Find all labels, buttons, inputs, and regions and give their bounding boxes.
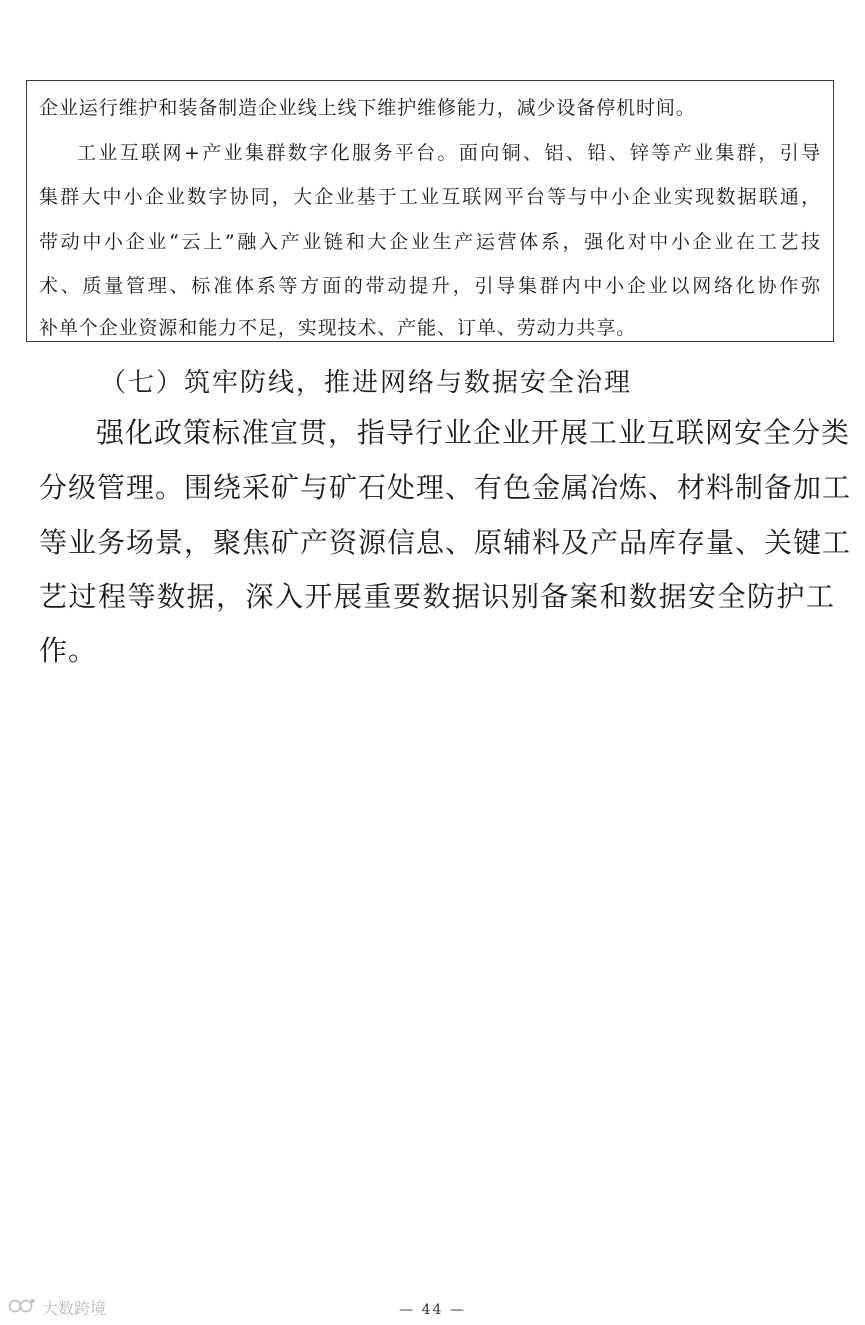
page-number: — 44 — <box>399 1302 466 1318</box>
section-heading: （七）筑牢防线，推进网络与数据安全治理 <box>100 368 633 398</box>
paragraph-line-2: 分级管理。围绕采矿与矿石处理、有色金属冶炼、材料制备加工 <box>39 471 852 504</box>
paragraph-line-3: 等业务场景，聚焦矿产资源信息、原辅料及产品库存量、关键工 <box>39 526 852 559</box>
box-line-1: 企业运行维护和装备制造企业线上线下维护维修能力，减少设备停机时间。 <box>39 97 696 119</box>
box-line-6: 补单个企业资源和能力不足，实现技术、产能、订单、劳动力共享。 <box>39 317 637 339</box>
bordered-text-box <box>26 80 834 342</box>
box-line-3: 集群大中小企业数字协同，大企业基于工业互联网平台等与中小企业实现数据联通， <box>39 186 821 208</box>
watermark-text: 大数跨境 <box>42 1299 107 1318</box>
paragraph-line-5: 作。 <box>39 634 98 667</box>
paragraph-line-1: 强化政策标准宣贯，指导行业企业开展工业互联网安全分类 <box>96 416 851 449</box>
box-line-2: 工业互联网+产业集群数字化服务平台。面向铜、铝、铅、锌等产业集群，引导 <box>77 142 821 164</box>
box-line-4: 带动中小企业“云上”融入产业链和大企业生产运营体系，强化对中小企业在工艺技 <box>39 231 821 253</box>
paragraph-line-4: 艺过程等数据，深入开展重要数据识别备案和数据安全防护工 <box>39 580 835 613</box>
box-line-5: 术、质量管理、标准体系等方面的带动提升，引导集群内中小企业以网络化协作弥 <box>39 275 821 297</box>
